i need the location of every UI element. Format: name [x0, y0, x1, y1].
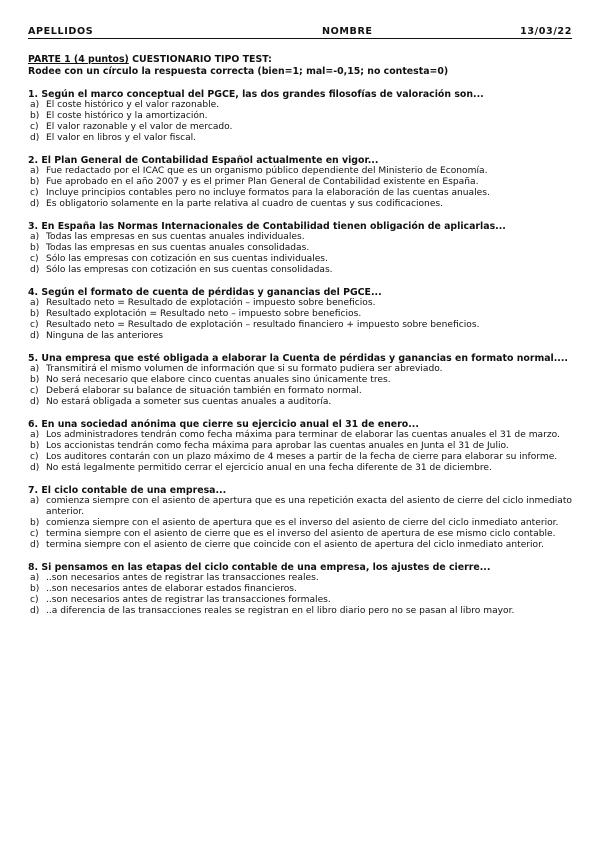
option-text: termina siempre con el asiento de cierre que coincide con el asiento de apertura del ciclo inmediato anterior.: [46, 540, 544, 550]
option-text: Sólo las empresas con cotización en sus cuentas individuales.: [46, 254, 328, 264]
option-text: Incluye principios contables pero no incluye formatos para la elaboración de las cuentas anuales.: [46, 188, 490, 198]
option-text: No está legalmente permitido cerrar el ejercicio anual en una fecha diferente de 31 de diciembre.: [46, 463, 492, 473]
option-letter: b): [30, 243, 40, 253]
option-letter: c): [30, 254, 39, 264]
option-text: El coste histórico y la amortización.: [46, 111, 208, 121]
option-text: Transmitirá el mismo volumen de información que si su formato pudiera ser abreviado.: [46, 364, 443, 374]
question-8: [28, 562, 572, 617]
answer-option-a[interactable]: [28, 166, 572, 177]
option-letter: b): [30, 177, 40, 187]
answer-option-d[interactable]: [28, 331, 572, 342]
option-letter: d): [30, 265, 40, 275]
option-letter: a): [30, 430, 40, 440]
option-text: No estará obligada a someter sus cuentas anuales a auditoría.: [46, 397, 332, 407]
question-7: [28, 485, 572, 551]
option-text: No será necesario que elabore cinco cuentas anuales sino únicamente tres.: [46, 375, 391, 385]
answer-options: [28, 100, 572, 144]
option-letter: a): [30, 232, 40, 242]
question-title: 3. En España las Normas Internacionales de Contabilidad tienen obligación de aplicarlas...: [28, 221, 506, 232]
option-text: Deberá elaborar su balance de situación también en formato normal.: [46, 386, 362, 396]
option-letter: a): [30, 364, 40, 374]
answer-option-b[interactable]: [28, 375, 572, 386]
answer-option-c[interactable]: [28, 529, 572, 540]
option-letter: c): [30, 122, 39, 132]
question-3: [28, 221, 572, 276]
option-text: Todas las empresas en sus cuentas anuales consolidadas.: [46, 243, 310, 253]
question-title: 4. Según el formato de cuenta de pérdidas y ganancias del PGCE...: [28, 287, 382, 298]
answer-option-d[interactable]: [28, 397, 572, 408]
answer-option-a[interactable]: [28, 298, 572, 309]
answer-option-c[interactable]: [28, 452, 572, 463]
part-heading: [28, 54, 572, 78]
option-letter: d): [30, 606, 40, 616]
option-letter: b): [30, 518, 40, 528]
option-text: Es obligatorio solamente en la parte relativa al cuadro de cuentas y sus codificaciones.: [46, 199, 444, 209]
option-letter: b): [30, 441, 40, 451]
option-letter: c): [30, 320, 39, 330]
answer-option-d[interactable]: [28, 199, 572, 210]
answer-option-b[interactable]: [28, 177, 572, 188]
nombre-label: NOMBRE: [322, 26, 373, 37]
option-letter: c): [30, 595, 39, 605]
answer-option-c[interactable]: [28, 595, 572, 606]
answer-option-b[interactable]: [28, 518, 572, 529]
question-2: [28, 155, 572, 210]
option-text: El valor en libros y el valor fiscal.: [46, 133, 197, 143]
answer-option-c[interactable]: [28, 122, 572, 133]
question-5: [28, 353, 572, 408]
exam-page: [28, 26, 572, 617]
option-text: comienza siempre con el asiento de apertura que es una repetición exacta del asiento de cierre del ciclo inmediato anterior.: [46, 496, 572, 517]
exam-header: [28, 26, 572, 39]
answer-option-c[interactable]: [28, 386, 572, 397]
answer-option-a[interactable]: [28, 100, 572, 111]
answer-option-c[interactable]: [28, 320, 572, 331]
question-title: 1. Según el marco conceptual del PGCE, las dos grandes filosofías de valoración son...: [28, 89, 484, 100]
answer-option-d[interactable]: [28, 265, 572, 276]
question-title: 7. El ciclo contable de una empresa...: [28, 485, 227, 496]
answer-option-d[interactable]: [28, 463, 572, 474]
option-letter: a): [30, 496, 40, 506]
option-text: Sólo las empresas con cotización en sus cuentas consolidadas.: [46, 265, 333, 275]
option-letter: a): [30, 298, 40, 308]
answer-options: [28, 430, 572, 474]
option-text: Ninguna de las anteriores: [46, 331, 164, 341]
question-title: 6. En una sociedad anónima que cierre su ejercicio anual el 31 de enero...: [28, 419, 419, 430]
exam-date: 13/03/22: [520, 26, 572, 37]
option-letter: b): [30, 309, 40, 319]
option-text: Fue aprobado en el año 2007 y es el primer Plan General de Contabilidad existente en España.: [46, 177, 479, 187]
answer-option-b[interactable]: [28, 584, 572, 595]
part-title: CUESTIONARIO TIPO TEST:: [128, 54, 272, 65]
option-letter: a): [30, 100, 40, 110]
option-text: comienza siempre con el asiento de apertura que es el inverso del asiento de cierre del ciclo inmediato anterior.: [46, 518, 559, 528]
option-letter: c): [30, 529, 39, 539]
option-letter: c): [30, 386, 39, 396]
answer-option-b[interactable]: [28, 243, 572, 254]
answer-option-c[interactable]: [28, 254, 572, 265]
option-letter: b): [30, 111, 40, 121]
part-instructions: Rodee con un círculo la respuesta correcta (bien=1; mal=-0,15; no contesta=0): [28, 66, 449, 77]
option-text: Los accionistas tendrán como fecha máxima para aprobar las cuentas anuales en Junta el 31 de Julio.: [46, 441, 509, 451]
answer-option-d[interactable]: [28, 133, 572, 144]
option-letter: a): [30, 166, 40, 176]
question-title: 8. Si pensamos en las etapas del ciclo contable de una empresa, los ajustes de cierre...: [28, 562, 491, 573]
option-text: ..son necesarios antes de registrar las transacciones formales.: [46, 595, 331, 605]
option-text: termina siempre con el asiento de cierre que es el inverso del asiento de apertura de ese mismo ciclo contable.: [46, 529, 556, 539]
option-letter: d): [30, 199, 40, 209]
answer-options: [28, 232, 572, 276]
question-6: [28, 419, 572, 474]
option-letter: d): [30, 463, 40, 473]
option-letter: d): [30, 397, 40, 407]
part-title-line: [28, 54, 572, 66]
option-letter: c): [30, 452, 39, 462]
answer-options: [28, 298, 572, 342]
answer-option-a[interactable]: [28, 573, 572, 584]
question-1: [28, 89, 572, 144]
option-text: El valor razonable y el valor de mercado.: [46, 122, 233, 132]
option-text: El coste histórico y el valor razonable.: [46, 100, 220, 110]
option-text: Resultado explotación = Resultado neto – impuesto sobre beneficios.: [46, 309, 362, 319]
answer-option-a[interactable]: [28, 364, 572, 375]
option-letter: d): [30, 331, 40, 341]
answer-option-b[interactable]: [28, 309, 572, 320]
option-text: Resultado neto = Resultado de explotación – impuesto sobre beneficios.: [46, 298, 376, 308]
apellidos-label: APELLIDOS: [28, 26, 94, 37]
question-title: 2. El Plan General de Contabilidad Español actualmente en vigor...: [28, 155, 379, 166]
part-label: PARTE 1 (4 puntos): [28, 54, 129, 65]
answer-options: [28, 364, 572, 408]
answer-option-a[interactable]: [28, 232, 572, 243]
option-text: ..son necesarios antes de registrar las transacciones reales.: [46, 573, 319, 583]
option-letter: d): [30, 133, 40, 143]
answer-options: [28, 166, 572, 210]
option-text: Resultado neto = Resultado de explotación – resultado financiero + impuesto sobre beneficios.: [46, 320, 480, 330]
answer-option-c[interactable]: [28, 188, 572, 199]
option-text: ..a diferencia de las transacciones reales se registran en el libro diario pero no se pasan al libro mayor.: [46, 606, 515, 616]
answer-options: [28, 573, 572, 617]
option-letter: a): [30, 573, 40, 583]
question-title: 5. Una empresa que esté obligada a elaborar la Cuenta de pérdidas y ganancias en formato normal....: [28, 353, 568, 364]
option-text: Fue redactado por el ICAC que es un organismo público dependiente del Ministerio de Economía.: [46, 166, 488, 176]
answer-option-d[interactable]: [28, 540, 572, 551]
option-text: Los auditores contarán con un plazo máximo de 4 meses a partir de la fecha de cierre para elaborar su informe.: [46, 452, 558, 462]
answer-option-d[interactable]: [28, 606, 572, 617]
option-letter: b): [30, 375, 40, 385]
answer-option-a[interactable]: [28, 430, 572, 441]
option-text: Todas las empresas en sus cuentas anuales individuales.: [46, 232, 305, 242]
option-text: ..son necesarios antes de elaborar estados financieros.: [46, 584, 297, 594]
option-letter: d): [30, 540, 40, 550]
answer-option-a[interactable]: [28, 496, 572, 518]
answer-option-b[interactable]: [28, 441, 572, 452]
question-4: [28, 287, 572, 342]
answer-option-b[interactable]: [28, 111, 572, 122]
answer-options: [28, 496, 572, 551]
option-letter: c): [30, 188, 39, 198]
option-letter: b): [30, 584, 40, 594]
option-text: Los administradores tendrán como fecha máxima para terminar de elaborar las cuentas anuales el 31 de marzo.: [46, 430, 560, 440]
